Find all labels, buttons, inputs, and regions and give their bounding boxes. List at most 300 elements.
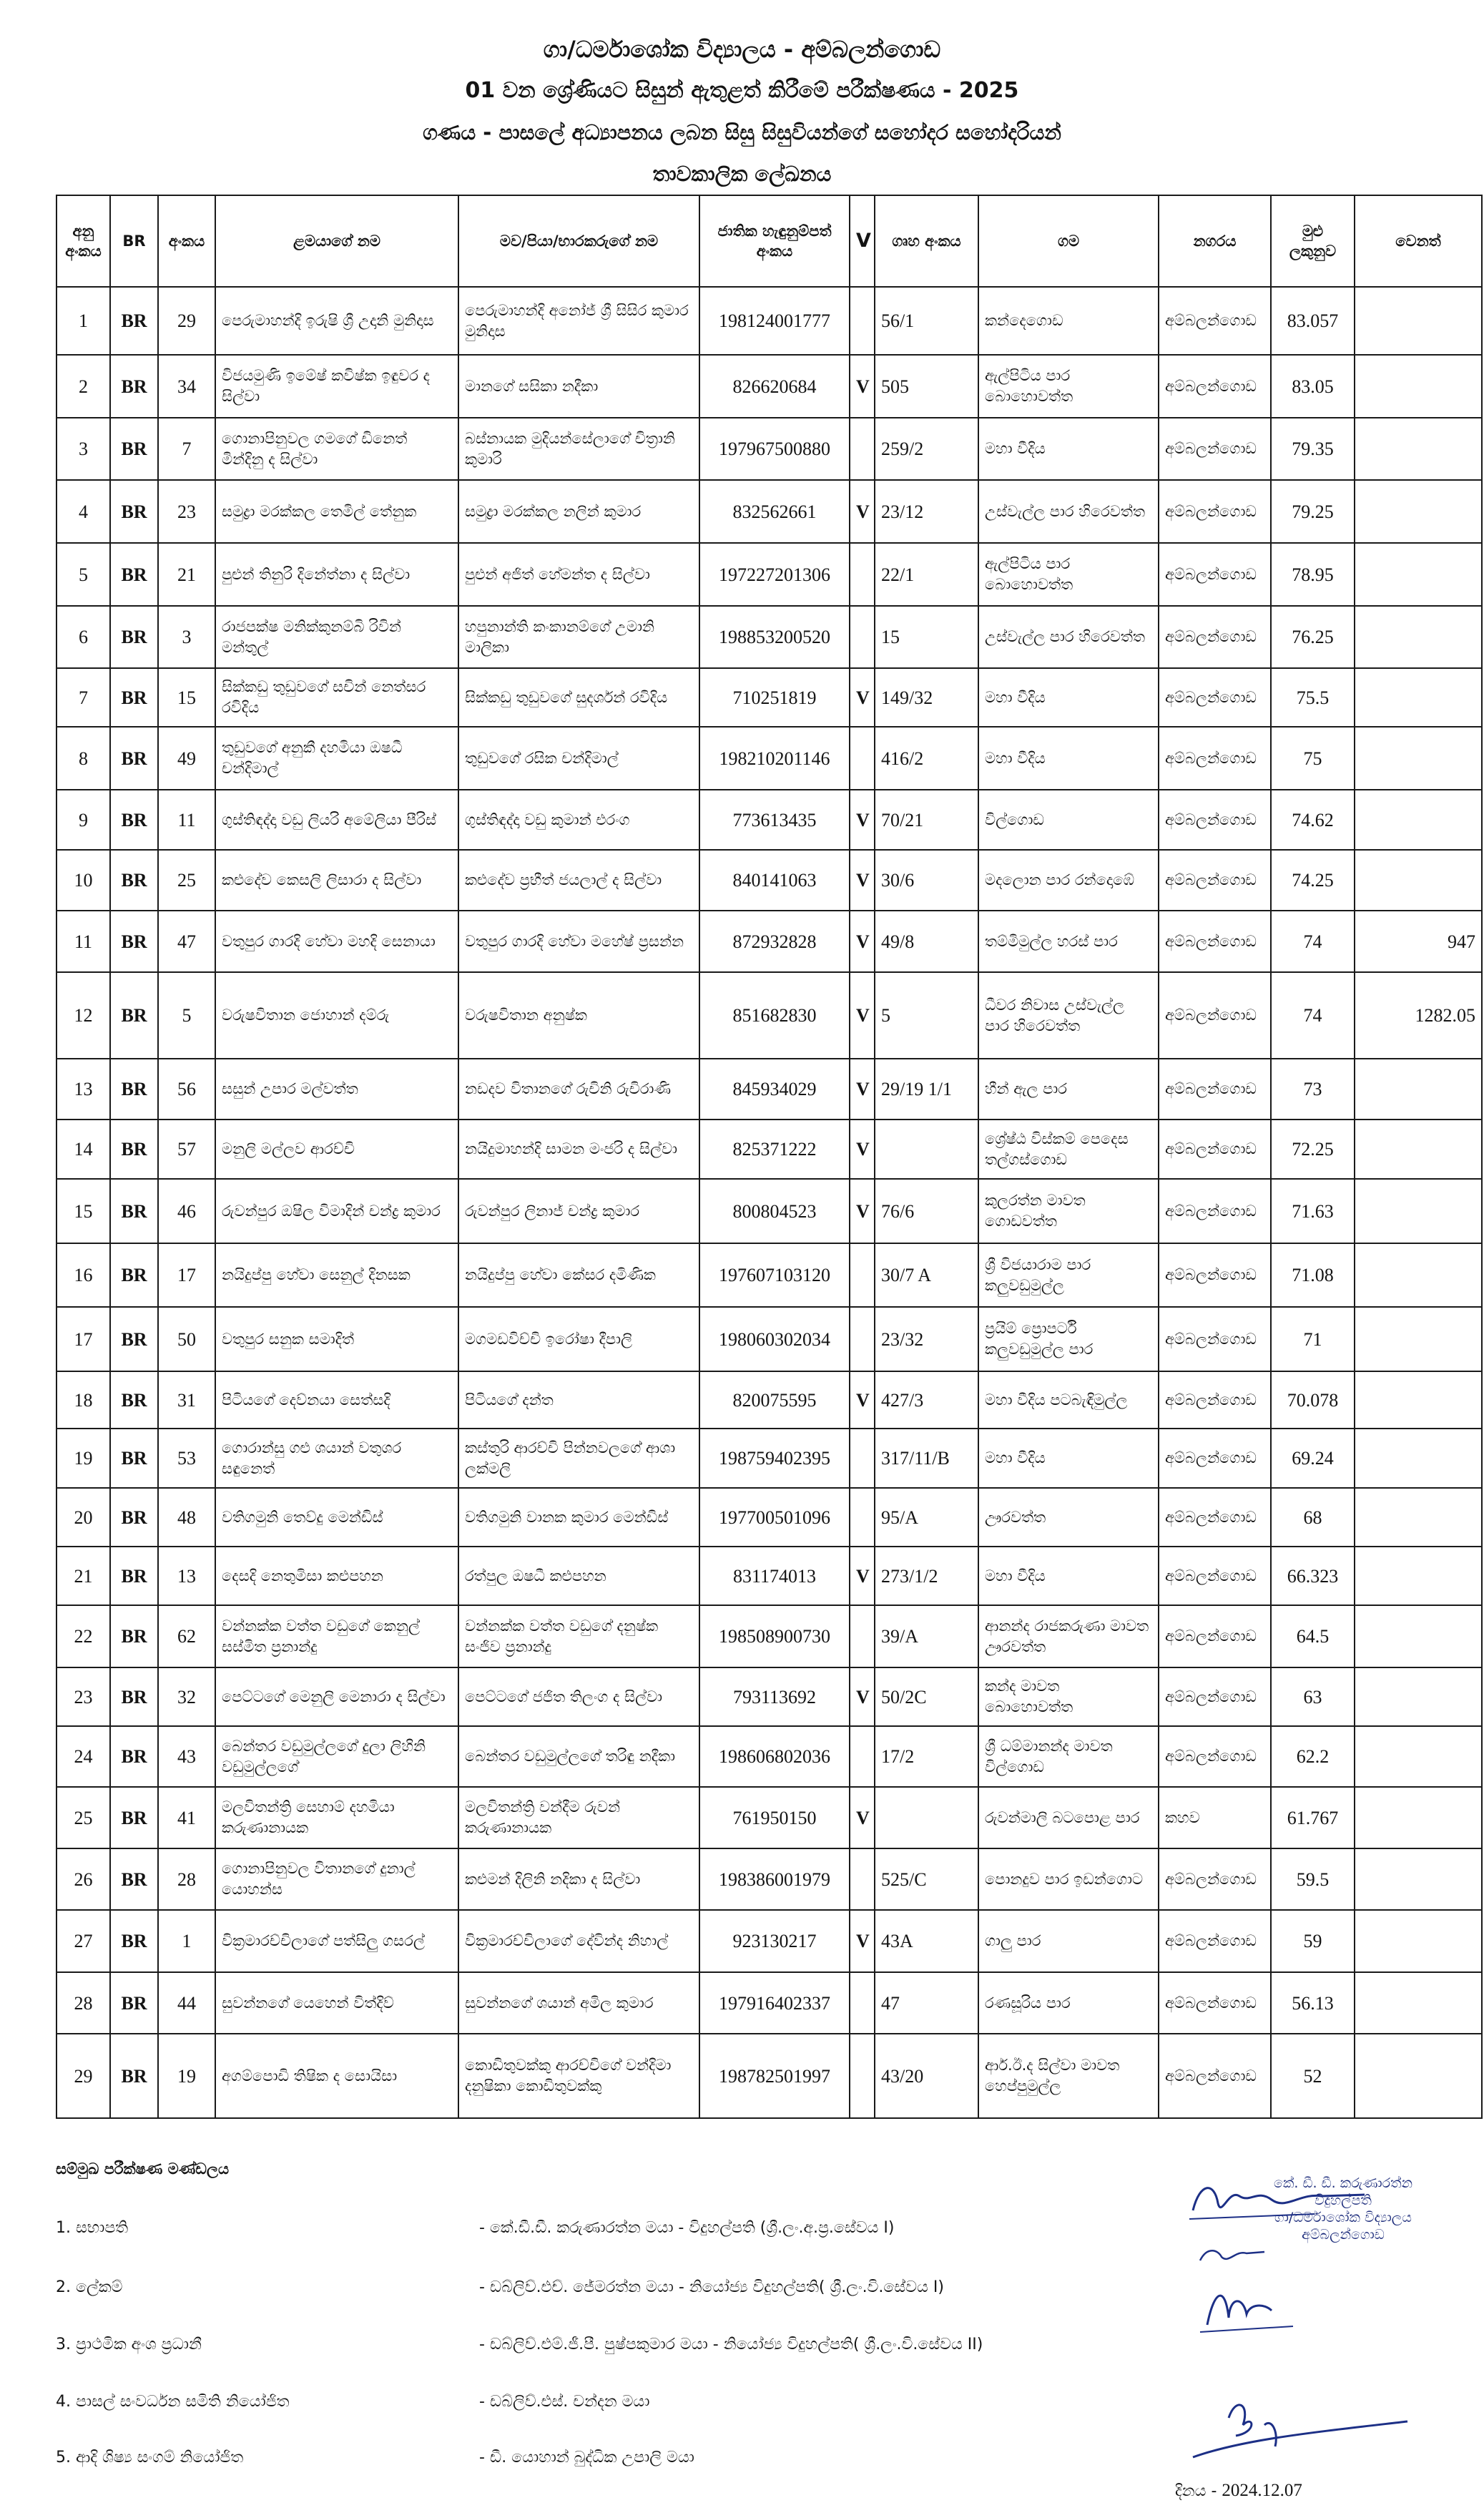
- cell-number: 57: [158, 1120, 215, 1179]
- table-row: [56, 2034, 1482, 2118]
- cell-other: [1355, 606, 1482, 668]
- cell-v: V: [850, 1910, 875, 1972]
- cell-house-no: 259/2: [875, 418, 978, 480]
- cell-br: BR: [110, 1243, 158, 1307]
- cell-village: මහා වීදිය: [978, 1429, 1159, 1488]
- cell-child-name: සසුන් උපාර මල්වත්ත: [215, 1059, 458, 1120]
- cell-br: BR: [110, 1605, 158, 1667]
- cell-v: [850, 1429, 875, 1488]
- member-role: 2. ලේකම්: [56, 2278, 123, 2296]
- cell-child-name: දෙසදි නෙතුමිසා කළුපහන: [215, 1547, 458, 1605]
- cell-number: 11: [158, 790, 215, 850]
- member-role: 5. ආදි ශිෂ්‍ය සංගම් නියෝජිත: [56, 2449, 244, 2466]
- cell-parent-name: සමුද්‍රා මරක්කල නලින් කුමාර: [458, 480, 699, 543]
- cell-village: ආනන්ද රාජකරුණා මාවත ඌරවත්ත: [978, 1605, 1159, 1667]
- cell-total-marks: 74: [1271, 911, 1355, 972]
- document-footer: [56, 2160, 1472, 2504]
- table-row: [56, 1910, 1482, 1972]
- table-row: [56, 850, 1482, 911]
- cell-city: අම්බලන්ගොඩ: [1159, 1972, 1271, 2034]
- cell-city: අම්බලන්ගොඩ: [1159, 1605, 1271, 1667]
- cell-parent-name: හපුනාන්ති කංකානම්ගේ උමානි මාලිකා: [458, 606, 699, 668]
- cell-total-marks: 83.05: [1271, 355, 1355, 418]
- cell-other: 1282.05: [1355, 972, 1482, 1059]
- cell-br: BR: [110, 1429, 158, 1488]
- col-header-total-marks: මුළු ලකුනුව: [1271, 195, 1355, 287]
- cell-v: [850, 1243, 875, 1307]
- cell-parent-name: වරුෂවිතාන අනුෂ්ක: [458, 972, 699, 1059]
- cell-v: V: [850, 1179, 875, 1243]
- cell-other: [1355, 480, 1482, 543]
- signature-alumni-rep: [1186, 2389, 1415, 2468]
- table-row: [56, 287, 1482, 355]
- category-line: ගණය - පාසලේ අධ්‍යාපනය ලබන සිසු සිසුවියන්ගේ සහෝදර සහෝදරියන්: [423, 120, 1061, 144]
- cell-other: [1355, 1787, 1482, 1848]
- cell-house-no: 23/12: [875, 480, 978, 543]
- cell-total-marks: 74.25: [1271, 850, 1355, 911]
- cell-number: 19: [158, 2034, 215, 2118]
- cell-parent-name: බස්නායක මුදියන්සේලාගේ චිත්‍රානි කුමාරි: [458, 418, 699, 480]
- applicant-table: [56, 195, 1483, 2119]
- cell-other: [1355, 543, 1482, 606]
- table-row: [56, 911, 1482, 972]
- cell-village: මහා වීදිය: [978, 668, 1159, 727]
- cell-city: අම්බලන්ගොඩ: [1159, 911, 1271, 972]
- cell-total-marks: 79.35: [1271, 418, 1355, 480]
- cell-br: BR: [110, 972, 158, 1059]
- cell-br: BR: [110, 1120, 158, 1179]
- cell-serial: 28: [56, 1972, 110, 2034]
- cell-v: [850, 418, 875, 480]
- table-row: [56, 1726, 1482, 1787]
- cell-parent-name: පුළුන් අජිත් හේමන්ත ද සිල්වා: [458, 543, 699, 606]
- cell-parent-name: මලවිතන්ත්‍රි වන්දීම රුවන් කරුණානායක: [458, 1787, 699, 1848]
- cell-v: V: [850, 1059, 875, 1120]
- cell-other: [1355, 1605, 1482, 1667]
- table-row: [56, 1120, 1482, 1179]
- cell-total-marks: 59: [1271, 1910, 1355, 1972]
- cell-child-name: ගොනාපිනුවල විතානගේ දුනාල් යොහන්ස: [215, 1848, 458, 1910]
- table-row: [56, 1547, 1482, 1605]
- cell-child-name: බෙන්තර වඩුමුල්ලගේ දුලා ලිහිනි වඩුමුල්ලගේ: [215, 1726, 458, 1787]
- cell-village: ශ්‍රී විජයාරාම පාර කලුවඩුමුල්ල: [978, 1243, 1159, 1307]
- cell-serial: 1: [56, 287, 110, 355]
- cell-village: ශ්‍රී ධම්මානන්ද මාවත විල්ගොඩ: [978, 1726, 1159, 1787]
- cell-br: BR: [110, 1972, 158, 2034]
- cell-city: අම්බලන්ගොඩ: [1159, 1429, 1271, 1488]
- cell-total-marks: 78.95: [1271, 543, 1355, 606]
- member-role: 4. පාසල් සංවර්ධන සමිති නියෝජිත: [56, 2393, 290, 2411]
- cell-serial: 16: [56, 1243, 110, 1307]
- cell-village: උස්වැල්ල පාර හිරෙවත්ත: [978, 480, 1159, 543]
- cell-house-no: 5: [875, 972, 978, 1059]
- table-header-row: [56, 195, 1482, 287]
- cell-house-no: 22/1: [875, 543, 978, 606]
- cell-parent-name: තුඩුවගේ රසික චන්දිමාල්: [458, 727, 699, 790]
- cell-v: V: [850, 355, 875, 418]
- cell-village: රණසූරිය පාර: [978, 1972, 1159, 2034]
- cell-house-no: 317/11/B: [875, 1429, 978, 1488]
- cell-total-marks: 66.323: [1271, 1547, 1355, 1605]
- cell-parent-name: පෙරුමාහන්දි අනෝජ් ශ්‍රී සිසිර කුමාර මුනිදාස: [458, 287, 699, 355]
- cell-parent-name: කස්තුරි ආරච්චි පින්නවලගේ ආශා ලක්මලි: [458, 1429, 699, 1488]
- cell-village: කන්ද මාවත බොහොවත්ත: [978, 1667, 1159, 1726]
- cell-other: [1355, 1120, 1482, 1179]
- cell-city: අම්බලන්ගොඩ: [1159, 1179, 1271, 1243]
- table-row: [56, 1307, 1482, 1371]
- cell-nic: 826620684: [699, 355, 850, 418]
- cell-nic: 773613435: [699, 790, 850, 850]
- cell-house-no: 95/A: [875, 1488, 978, 1547]
- cell-other: [1355, 668, 1482, 727]
- cell-child-name: ගුස්තිඳද්දා වඩු ලියරි අමේලියා පීරිස්: [215, 790, 458, 850]
- cell-other: [1355, 2034, 1482, 2118]
- cell-parent-name: මානගේ සසිකා නදීකා: [458, 355, 699, 418]
- cell-v: V: [850, 1667, 875, 1726]
- table-row: [56, 1371, 1482, 1429]
- cell-v: [850, 1726, 875, 1787]
- table-row: [56, 790, 1482, 850]
- cell-child-name: රුවන්පුර ඔෂිල විමාදින් චන්ද්‍ර කුමාර: [215, 1179, 458, 1243]
- cell-total-marks: 83.057: [1271, 287, 1355, 355]
- cell-v: V: [850, 911, 875, 972]
- signature-chairman: [1186, 2175, 1372, 2228]
- member-info: - ඩබ්ලිව්.එස්. චන්දන මයා: [479, 2393, 650, 2411]
- cell-village: ආර්.ඊ.ද සිල්වා මාවත හෙප්පුමුල්ල: [978, 2034, 1159, 2118]
- cell-total-marks: 56.13: [1271, 1972, 1355, 2034]
- col-header-child-name: ළමයාගේ නම: [215, 195, 458, 287]
- cell-total-marks: 75: [1271, 727, 1355, 790]
- cell-number: 49: [158, 727, 215, 790]
- cell-city: අම්බලන්ගොඩ: [1159, 543, 1271, 606]
- table-row: [56, 1848, 1482, 1910]
- cell-br: BR: [110, 850, 158, 911]
- cell-serial: 2: [56, 355, 110, 418]
- cell-serial: 24: [56, 1726, 110, 1787]
- stamp-line: ගා/ධර්මාශෝක විද්‍යාලය: [1274, 2210, 1412, 2225]
- table-row: [56, 1787, 1482, 1848]
- cell-city: අම්බලන්ගොඩ: [1159, 1667, 1271, 1726]
- cell-city: අම්බලන්ගොඩ: [1159, 287, 1271, 355]
- document-header: [0, 29, 1484, 195]
- cell-v: [850, 1605, 875, 1667]
- cell-nic: 793113692: [699, 1667, 850, 1726]
- cell-house-no: 505: [875, 355, 978, 418]
- cell-br: BR: [110, 1371, 158, 1429]
- cell-v: V: [850, 1547, 875, 1605]
- cell-village: මහා වීදිය: [978, 727, 1159, 790]
- cell-child-name: ගොරාන්සු ගළු ශයාන් වතුශර සඳුනෙත්: [215, 1429, 458, 1488]
- list-type: තාවකාලික ලේඛනය: [652, 162, 832, 186]
- cell-number: 31: [158, 1371, 215, 1429]
- cell-serial: 19: [56, 1429, 110, 1488]
- cell-child-name: පිටියගේ දෙව්නයා සෙත්සදි: [215, 1371, 458, 1429]
- date-value: 2024.12.07: [1222, 2481, 1302, 2500]
- cell-house-no: 30/7 A: [875, 1243, 978, 1307]
- cell-br: BR: [110, 480, 158, 543]
- cell-house-no: 56/1: [875, 287, 978, 355]
- col-header-parent-name: මව/පියා/භාරකරුගේ නම: [458, 195, 699, 287]
- cell-nic: 197227201306: [699, 543, 850, 606]
- cell-br: BR: [110, 911, 158, 972]
- cell-other: [1355, 1488, 1482, 1547]
- cell-other: [1355, 727, 1482, 790]
- col-header-v: V: [850, 195, 875, 287]
- cell-village: පොනදුව පාර ඉඩන්ගොට: [978, 1848, 1159, 1910]
- cell-parent-name: පිටියගේ දන්ත: [458, 1371, 699, 1429]
- cell-house-no: 70/21: [875, 790, 978, 850]
- cell-city: අම්බලන්ගොඩ: [1159, 668, 1271, 727]
- table-row: [56, 1059, 1482, 1120]
- cell-nic: 198210201146: [699, 727, 850, 790]
- cell-other: [1355, 1059, 1482, 1120]
- cell-house-no: 76/6: [875, 1179, 978, 1243]
- cell-br: BR: [110, 790, 158, 850]
- cell-city: අම්බලන්ගොඩ: [1159, 2034, 1271, 2118]
- cell-br: BR: [110, 1848, 158, 1910]
- cell-serial: 27: [56, 1910, 110, 1972]
- cell-house-no: [875, 1120, 978, 1179]
- col-header-other: වෙනත්: [1355, 195, 1482, 287]
- cell-nic: 845934029: [699, 1059, 850, 1120]
- cell-nic: 831174013: [699, 1547, 850, 1605]
- cell-number: 5: [158, 972, 215, 1059]
- col-header-city: නගරය: [1159, 195, 1271, 287]
- cell-parent-name: කළුමන් දිලිනි නදිකා ද සිල්වා: [458, 1848, 699, 1910]
- cell-v: [850, 1488, 875, 1547]
- cell-serial: 17: [56, 1307, 110, 1371]
- table-row: [56, 543, 1482, 606]
- cell-child-name: තුඩුවගේ අනුකී දහමියා ඔෂධී චන්දිමාල්: [215, 727, 458, 790]
- cell-child-name: කළුදේව කෙසලි ලිසාරා ද සිල්වා: [215, 850, 458, 911]
- cell-serial: 8: [56, 727, 110, 790]
- cell-number: 29: [158, 287, 215, 355]
- cell-village: මදලොන පාර රන්දොඹේ: [978, 850, 1159, 911]
- table-row: [56, 1179, 1482, 1243]
- cell-nic: 820075595: [699, 1371, 850, 1429]
- cell-serial: 14: [56, 1120, 110, 1179]
- cell-other: [1355, 1243, 1482, 1307]
- cell-house-no: 17/2: [875, 1726, 978, 1787]
- cell-nic: 872932828: [699, 911, 850, 972]
- cell-br: BR: [110, 727, 158, 790]
- cell-number: 41: [158, 1787, 215, 1848]
- cell-house-no: 49/8: [875, 911, 978, 972]
- cell-serial: 3: [56, 418, 110, 480]
- cell-nic: 198759402395: [699, 1429, 850, 1488]
- cell-number: 15: [158, 668, 215, 727]
- col-header-village: ගම: [978, 195, 1159, 287]
- cell-serial: 23: [56, 1667, 110, 1726]
- cell-other: [1355, 1667, 1482, 1726]
- cell-village: කුලරත්න මාවත ගොඩවත්ත: [978, 1179, 1159, 1243]
- col-header-nic: ජාතික හැඳුනුම්පත් අංකය: [699, 195, 850, 287]
- cell-v: [850, 2034, 875, 2118]
- cell-v: V: [850, 972, 875, 1059]
- cell-number: 7: [158, 418, 215, 480]
- cell-number: 17: [158, 1243, 215, 1307]
- cell-parent-name: සුවන්නගේ ශයාන් අමිල කුමාර: [458, 1972, 699, 2034]
- cell-br: BR: [110, 1179, 158, 1243]
- cell-house-no: 50/2C: [875, 1667, 978, 1726]
- cell-house-no: 273/1/2: [875, 1547, 978, 1605]
- cell-total-marks: 69.24: [1271, 1429, 1355, 1488]
- cell-nic: 197967500880: [699, 418, 850, 480]
- cell-br: BR: [110, 606, 158, 668]
- cell-city: අම්බලන්ගොඩ: [1159, 850, 1271, 911]
- cell-child-name: මලවිතන්ත්‍රි සෙහාම් දහමියා කරුණානායක: [215, 1787, 458, 1848]
- cell-br: BR: [110, 1307, 158, 1371]
- cell-parent-name: වතුපුර ගාරදි හේවා මහේෂ් ප්‍රසන්න: [458, 911, 699, 972]
- cell-parent-name: වන්නක්ක වත්ත වඩුගේ දනුෂ්ක සංජිව ප්‍රනාන්දු: [458, 1605, 699, 1667]
- cell-serial: 4: [56, 480, 110, 543]
- cell-number: 32: [158, 1667, 215, 1726]
- cell-br: BR: [110, 1787, 158, 1848]
- date-label: දිනය -: [1175, 2482, 1217, 2500]
- cell-parent-name: වික්‍රමාරච්චිලාගේ දේවින්ද නිහාල්: [458, 1910, 699, 1972]
- cell-br: BR: [110, 287, 158, 355]
- cell-child-name: මනුලි මල්ලව ආරච්චි: [215, 1120, 458, 1179]
- cell-other: [1355, 1429, 1482, 1488]
- cell-br: BR: [110, 1910, 158, 1972]
- cell-city: අම්බලන්ගොඩ: [1159, 1848, 1271, 1910]
- cell-br: BR: [110, 2034, 158, 2118]
- cell-village: කන්දෙගොඩ: [978, 287, 1159, 355]
- cell-nic: 198060302034: [699, 1307, 850, 1371]
- cell-serial: 18: [56, 1371, 110, 1429]
- cell-village: මහා වීදිය: [978, 1547, 1159, 1605]
- stamp-line: කේ. ඩී. ඩී. කරුණාරත්න: [1274, 2175, 1412, 2191]
- cell-br: BR: [110, 1059, 158, 1120]
- cell-total-marks: 62.2: [1271, 1726, 1355, 1787]
- table-row: [56, 1605, 1482, 1667]
- cell-serial: 11: [56, 911, 110, 972]
- cell-house-no: 43A: [875, 1910, 978, 1972]
- cell-parent-name: වතිගමුනි වානක කුමාර මෙන්ඩිස්: [458, 1488, 699, 1547]
- cell-v: [850, 287, 875, 355]
- cell-total-marks: 74: [1271, 972, 1355, 1059]
- cell-br: BR: [110, 543, 158, 606]
- cell-br: BR: [110, 355, 158, 418]
- cell-house-no: 43/20: [875, 2034, 978, 2118]
- cell-village: රුවන්මාලි බටපොළ පාර: [978, 1787, 1159, 1848]
- cell-nic: 840141063: [699, 850, 850, 911]
- cell-city: කහව: [1159, 1787, 1271, 1848]
- cell-house-no: 416/2: [875, 727, 978, 790]
- cell-house-no: [875, 1787, 978, 1848]
- board-title: සම්මුඛ පරීක්ෂණ මණ්ඩලය: [56, 2160, 230, 2177]
- cell-number: 21: [158, 543, 215, 606]
- cell-v: [850, 1972, 875, 2034]
- table-row: [56, 1488, 1482, 1547]
- cell-nic: 198124001777: [699, 287, 850, 355]
- cell-number: 62: [158, 1605, 215, 1667]
- cell-number: 47: [158, 911, 215, 972]
- cell-child-name: පුළුන් තිනුරි දිනේත්නා ද සිල්වා: [215, 543, 458, 606]
- cell-total-marks: 71: [1271, 1307, 1355, 1371]
- cell-v: V: [850, 1120, 875, 1179]
- cell-city: අම්බලන්ගොඩ: [1159, 1726, 1271, 1787]
- cell-br: BR: [110, 418, 158, 480]
- member-info: - කේ.ඩී.ඩී. කරුණාරත්න මයා - විදුහල්පති (ශ්‍රී.ලං.අ.ප්‍ර.සේවය I): [479, 2219, 895, 2237]
- cell-number: 1: [158, 1910, 215, 1972]
- cell-village: ඇල්පිටිය පාර බොහොවත්ත: [978, 355, 1159, 418]
- exam-title: 01 වන ශ්‍රේණියට සිසුන් ඇතුළත් කිරීමේ පරීක්ෂණය - 2025: [465, 78, 1019, 103]
- cell-parent-name: නයිදුප්පු හේවා කේසර දමිණික: [458, 1243, 699, 1307]
- cell-br: BR: [110, 1547, 158, 1605]
- cell-other: [1355, 1848, 1482, 1910]
- cell-serial: 20: [56, 1488, 110, 1547]
- cell-br: BR: [110, 1726, 158, 1787]
- cell-number: 44: [158, 1972, 215, 2034]
- cell-parent-name: මගමඩවිච්චි ඉරෝෂා දීපාලි: [458, 1307, 699, 1371]
- cell-serial: 6: [56, 606, 110, 668]
- cell-city: අම්බලන්ගොඩ: [1159, 355, 1271, 418]
- cell-city: අම්බලන්ගොඩ: [1159, 1059, 1271, 1120]
- cell-house-no: 23/32: [875, 1307, 978, 1371]
- table-row: [56, 355, 1482, 418]
- cell-v: V: [850, 1371, 875, 1429]
- cell-total-marks: 68: [1271, 1488, 1355, 1547]
- cell-child-name: නයිදුප්පු හේවා සෙනුල් දිනසක: [215, 1243, 458, 1307]
- member-info: - ඩබ්ලිව්.එච්. ජේමරත්න මයා - නියෝජ්‍ය විදුහල්පති( ශ්‍රී.ලං.වි.සේවය I): [479, 2278, 944, 2296]
- cell-city: අම්බලන්ගොඩ: [1159, 1547, 1271, 1605]
- cell-city: අම්බලන්ගොඩ: [1159, 1307, 1271, 1371]
- cell-parent-name: පෙට්ටගේ ජජිත තිලංග ද සිල්වා: [458, 1667, 699, 1726]
- cell-v: V: [850, 480, 875, 543]
- cell-v: [850, 1848, 875, 1910]
- cell-nic: 825371222: [699, 1120, 850, 1179]
- cell-house-no: 15: [875, 606, 978, 668]
- cell-serial: 26: [56, 1848, 110, 1910]
- cell-child-name: රාජපක්ෂ මනික්කුනම්බි රිවින් මන්තුල්: [215, 606, 458, 668]
- cell-parent-name: නඩදව විතානගේ රුචිනි රුචිරාණි: [458, 1059, 699, 1120]
- cell-serial: 12: [56, 972, 110, 1059]
- cell-other: [1355, 1910, 1482, 1972]
- cell-serial: 7: [56, 668, 110, 727]
- cell-serial: 21: [56, 1547, 110, 1605]
- cell-total-marks: 75.5: [1271, 668, 1355, 727]
- cell-child-name: වන්නක්ක වත්ත වඩුගේ කෙනුල් සස්මිත ප්‍රනාන්දු: [215, 1605, 458, 1667]
- cell-city: අම්බලන්ගොඩ: [1159, 790, 1271, 850]
- cell-br: BR: [110, 668, 158, 727]
- cell-parent-name: සික්කඩු තුඩුවගේ සුදර්ශන් රවිදිය: [458, 668, 699, 727]
- cell-serial: 10: [56, 850, 110, 911]
- cell-village: ඌරවත්ත: [978, 1488, 1159, 1547]
- cell-child-name: සුවන්නගේ යෙහෙන් විත්දිව්: [215, 1972, 458, 2034]
- cell-total-marks: 70.078: [1271, 1371, 1355, 1429]
- cell-serial: 29: [56, 2034, 110, 2118]
- cell-other: [1355, 418, 1482, 480]
- cell-nic: 851682830: [699, 972, 850, 1059]
- cell-city: අම්බලන්ගොඩ: [1159, 727, 1271, 790]
- col-header-number: අංකය: [158, 195, 215, 287]
- cell-serial: 9: [56, 790, 110, 850]
- cell-city: අම්බලන්ගොඩ: [1159, 1371, 1271, 1429]
- cell-number: 43: [158, 1726, 215, 1787]
- cell-nic: 832562661: [699, 480, 850, 543]
- table-row: [56, 1972, 1482, 2034]
- cell-total-marks: 73: [1271, 1059, 1355, 1120]
- cell-house-no: 39/A: [875, 1605, 978, 1667]
- cell-nic: 198853200520: [699, 606, 850, 668]
- cell-nic: 197700501096: [699, 1488, 850, 1547]
- cell-number: 53: [158, 1429, 215, 1488]
- cell-child-name: වතිගමුනි තෙව්දු මෙන්ඩිස්: [215, 1488, 458, 1547]
- cell-number: 28: [158, 1848, 215, 1910]
- cell-city: අම්බලන්ගොඩ: [1159, 1488, 1271, 1547]
- cell-other: [1355, 1726, 1482, 1787]
